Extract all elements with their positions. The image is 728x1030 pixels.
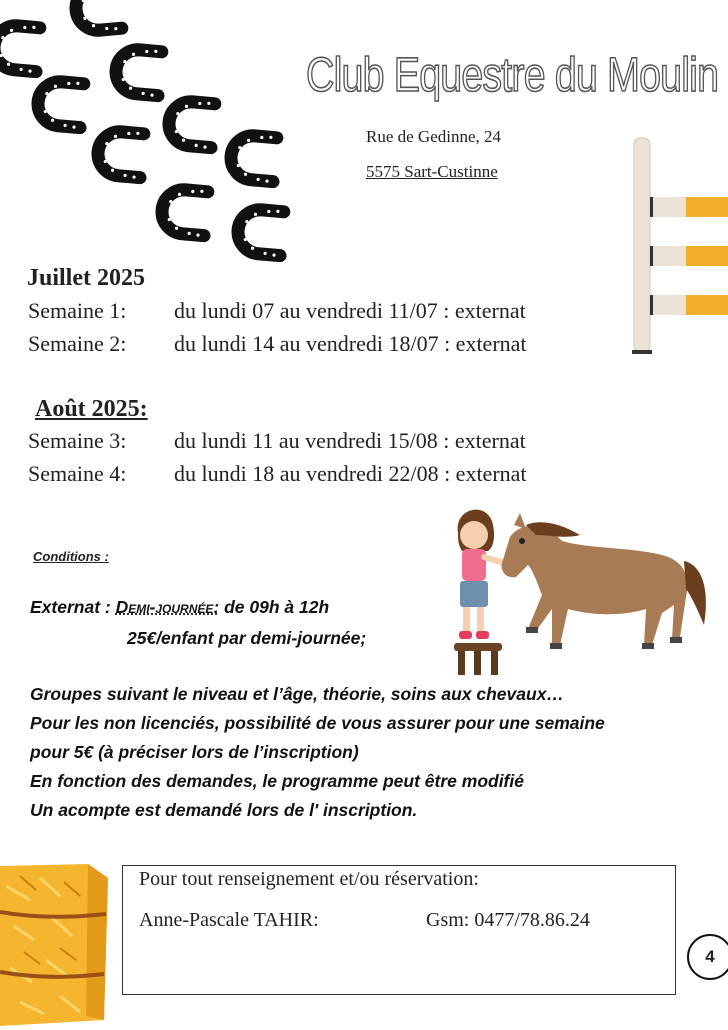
girl-horse-illustration <box>440 505 712 677</box>
contact-name: Anne-Pascale TAHIR: <box>139 909 319 931</box>
externat-line <box>30 597 329 618</box>
week-label: Semaine 4: <box>28 461 127 486</box>
condition-line: Groupes suivant le niveau et l’âge, théorie, soins aux chevaux… <box>30 684 564 704</box>
page-number: 4 <box>687 934 728 980</box>
condition-line: Un acompte est demandé lors de l' inscription. <box>30 800 418 820</box>
week-row <box>28 428 526 454</box>
week-dates: du lundi 11 au vendredi 15/08 : externat <box>174 428 526 453</box>
week-row <box>28 298 526 324</box>
week-dates: du lundi 07 au vendredi 11/07 : externat <box>174 298 526 323</box>
externat-label: Externat : <box>30 597 116 617</box>
week-label: Semaine 3: <box>28 428 127 453</box>
condition-line: Pour les non licenciés, possibilité de vous assurer pour une semaine <box>30 713 605 733</box>
week-label: Semaine 1: <box>28 298 127 323</box>
address-street: Rue de Gedinne, 24 <box>366 127 502 146</box>
jump-fence-icon <box>628 136 728 358</box>
week-dates: du lundi 14 au vendredi 18/07 : externat <box>174 331 527 356</box>
address-city: 5575 Sart-Custinne <box>366 162 498 181</box>
conditions-heading: Conditions : <box>33 549 109 564</box>
price-text: 25€/enfant par demi-journée; <box>127 628 367 648</box>
club-title: Club Equestre du Moulin <box>306 49 719 102</box>
contact-gsm: Gsm: 0477/78.86.24 <box>426 909 590 931</box>
contact-intro: Pour tout renseignement et/ou réservation: <box>139 868 479 890</box>
july-heading: Juillet 2025 <box>27 265 145 291</box>
week-dates: du lundi 18 au vendredi 22/08 : externat <box>174 461 527 486</box>
august-heading: Août 2025: <box>35 396 148 422</box>
week-label: Semaine 2: <box>28 331 127 356</box>
condition-line: pour 5€ (à préciser lors de l’inscription) <box>30 742 359 762</box>
condition-line: En fonction des demandes, le programme peut être modifié <box>30 771 524 791</box>
week-row <box>28 331 527 357</box>
demi-journee-label: Demi-journée: <box>115 597 220 617</box>
hay-bale-icon <box>0 856 112 1030</box>
week-row <box>28 461 527 487</box>
horseshoes-decoration <box>0 0 300 270</box>
hours-text: de 09h à 12h <box>219 597 330 617</box>
